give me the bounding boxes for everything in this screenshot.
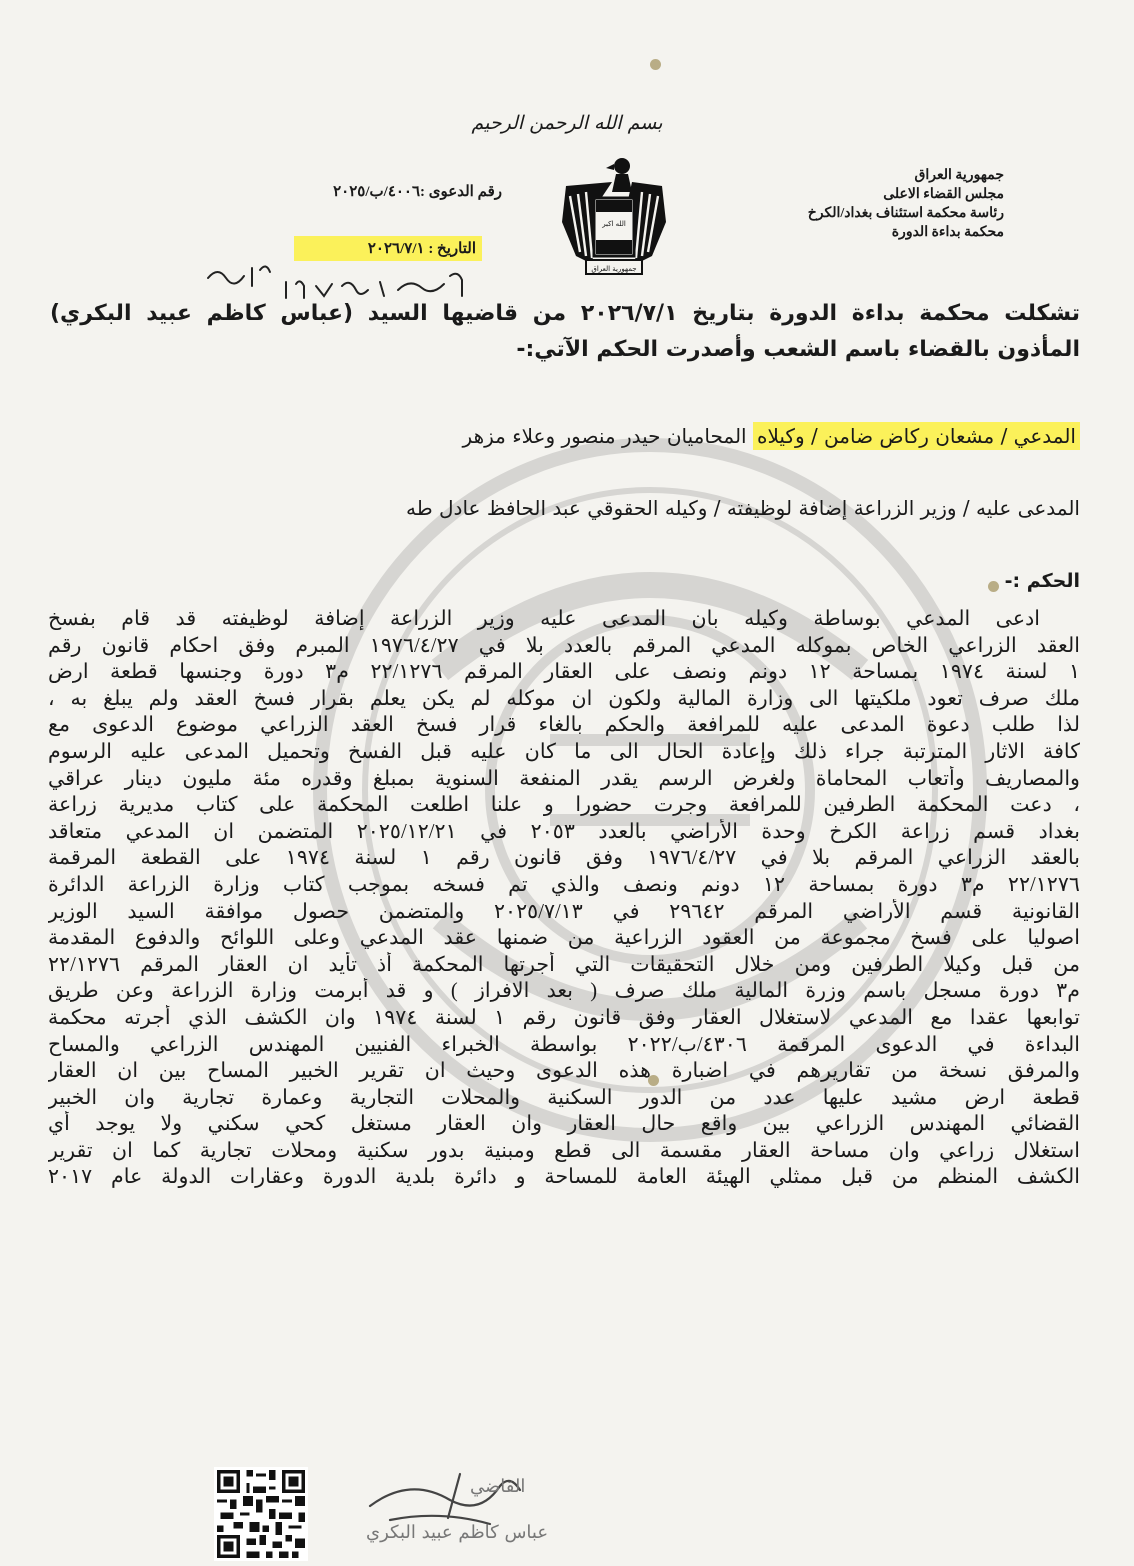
plaintiff-agents: المحاميان حيدر منصور وعلاء مزهر <box>462 424 747 448</box>
body-line: قطعة ارض مشيد عليها عدد من الدور السكنية والمحلات التجارية وعمارة تجارية وان الخبير <box>48 1086 1080 1109</box>
defendant-text: وزير الزراعة إضافة لوظيفته / وكيله الحقوقي عبد الحافظ عادل طه <box>406 496 957 520</box>
plaintiff-name: مشعان ركاض ضامن / وكيلاه <box>756 424 995 448</box>
appeal-court-name: رئاسة محكمة استئناف بغداد/الكرخ <box>807 206 1004 221</box>
body-line: والمرفق نسخة من تقاريرهم في اضبارة هذه الدعوى وحيث ان تقرير الخبير المساح بين ان العقار <box>48 1060 1080 1083</box>
binder-hole-top <box>650 59 661 70</box>
court-name: محكمة بداءة الدورة <box>891 225 1004 240</box>
body-line: العقد الزراعي الخاص بموكله المدعي المرقم بالعدد بلا في ١٩٧٦/٤/٢٧ المبرم وفق احكام قانون رقم <box>48 634 1080 657</box>
body-line: ١ لسنة ١٩٧٤ بمساحة ١٢ دونم ونصف على العقار المرقم ٢٢/١٢٧٦ م٣ دورة وجنسها قطعة ارض <box>48 661 1080 684</box>
body-line: كافة الاثار المترتبة جراء ذلك وإعادة الحال الى ما كان عليه قبل الفسخ وتحميل المدعى عليه الرسوم <box>48 740 1080 763</box>
body-line: لذا طلب دعوة المدعى عليه للمرافعة والحكم بالغاء قرار فسخ العقد الزراعي موضوع الدعوى مع <box>48 714 1080 737</box>
judge-title: القاضي <box>470 1476 526 1497</box>
plaintiff-line <box>463 424 1080 448</box>
body-line: والمصاريف وأتعاب المحاماة ولغرض الرسم يقدر المنفعة السنوية بمبلغ وقدره مئة مليون دينار عراقي <box>48 767 1080 790</box>
body-line: بالعقد الزراعي المرقم بلا في ١٩٧٦/٤/٢٧ وفق قانون رقم ١ لسنة ١٩٧٤ على القطعة المرقمة <box>48 847 1080 870</box>
body-line: اصوليا على فسخ مجموعة من العقود الزراعية من ضمنها عقد المدعي وعلى اللوائح والدفوع المقدمة <box>48 927 1080 950</box>
body-line: القانونية قسم الأراضي المرقم ٢٩٦٤٢ في ٢٠٢٥/٧/١٣ والمتضمن حصول موافقة السيد الوزير <box>48 900 1080 923</box>
body-line: البداءة في الدعوى المرقمة ٤٣٠٦/ب/٢٠٢٢ بواسطة الخبراء الفنيين المهندس الزراعي والمساح <box>48 1033 1080 1056</box>
judge-name: عباس كاظم عبيد البكري <box>366 1522 549 1543</box>
body-line: م٣ دورة مسجل باسم وزرة المالية ملك صرف ( بعد الافراز ) و قد أبرمت وزارة الزراعة وعن طريق <box>48 980 1080 1003</box>
issuing-authority-block <box>744 166 1004 242</box>
document-date: التاريخ : ٢٠٢٦/٧/١ <box>294 236 482 261</box>
body-line: بغداد قسم زراعة الكرخ وحدة الأراضي بالعدد ٢٠٥٣ في ٢٠٢٥/١٢/٢١ المتضمن ان المدعي متعاقد <box>48 820 1080 843</box>
body-line: ادعى المدعي بوساطة وكيله بان المدعى عليه وزير الزراعة إضافة لوظيفته قد قام بفسخ <box>48 608 1040 630</box>
qr-code-icon <box>214 1466 308 1562</box>
binder-hole-middle <box>988 581 999 592</box>
body-line: استغلال زراعي وان مساحة العقار مقسمة الى قطع ومبنية بدور سكنية ومحلات تجارية كما ان تقرير <box>48 1139 1080 1162</box>
eagle-emblem-icon <box>556 152 672 280</box>
basmala: بسم الله الرحمن الرحيم <box>471 112 663 134</box>
body-line: ٢٢/١٢٧٦ م٣ دورة بمساحة ١٢ دونم ونصف والذي تم فسخه بموجب كتاب وزارة الزراعة الدائرة <box>48 873 1080 896</box>
body-line: توابعها عقدا مع المدعي لاستغلال العقار وفق قانون رقم ١ لسنة ١٩٧٤ وان الكشف الذي أجرته محكمة <box>48 1006 1080 1029</box>
ruling-title: الحكم :- <box>1004 570 1080 592</box>
body-line: ملك صرف تعود ملكيتها الى وزارة المالية ولكون ان موكله لم يكن يعلم بقرار فسخ العقد ولم يبلغ به ، <box>48 687 1080 710</box>
emblem-caption: جمهورية العراق <box>591 265 637 273</box>
defendant-label: المدعى عليه / <box>962 496 1080 520</box>
plaintiff-label: المدعي / <box>1000 424 1076 448</box>
country-name: جمهورية العراق <box>914 168 1004 183</box>
body-line: من قبل وكيلا الطرفين ومن خلال التحقيقات التي أجرتها المحكمة أذ تأيد ان العقار المرقم ٢٢/١٢٧٦ <box>48 953 1080 976</box>
body-line: الكشف المنظم من قبل ممثلي الهيئة العامة للمساحة و دائرة بلدية الدورة وعقارات الدولة عام ٢٠١٧ <box>48 1166 1080 1189</box>
body-line: ، دعت المحكمة الطرفين للمرافعة وجرت حضورا و علنا اطلعت المحكمة على كتاب مديرية زراعة <box>48 794 1080 817</box>
emblem-motto: الله اكبر <box>602 220 626 228</box>
ruling-body <box>48 606 1080 1191</box>
court-session-heading: تشكلت محكمة بداءة الدورة بتاريخ ٢٠٢٦/٧/١ من قاضيها السيد (عباس كاظم عبيد البكري) المأذون بالقضاء باسم الشعب وأصدرت الحكم الآتي:- <box>50 301 1080 362</box>
council-name: مجلس القضاء الاعلى <box>883 187 1004 202</box>
judge-signature <box>350 1466 580 1562</box>
body-line: القضائي المهندس الزراعي بين واقع حال العقار وان العقار مستغل كحي سكني ولا يوجد أي <box>48 1113 1080 1136</box>
case-number: رقم الدعوى :٤٠٠٦/ب/٢٠٢٥ <box>333 184 502 200</box>
defendant-line <box>406 496 1080 520</box>
